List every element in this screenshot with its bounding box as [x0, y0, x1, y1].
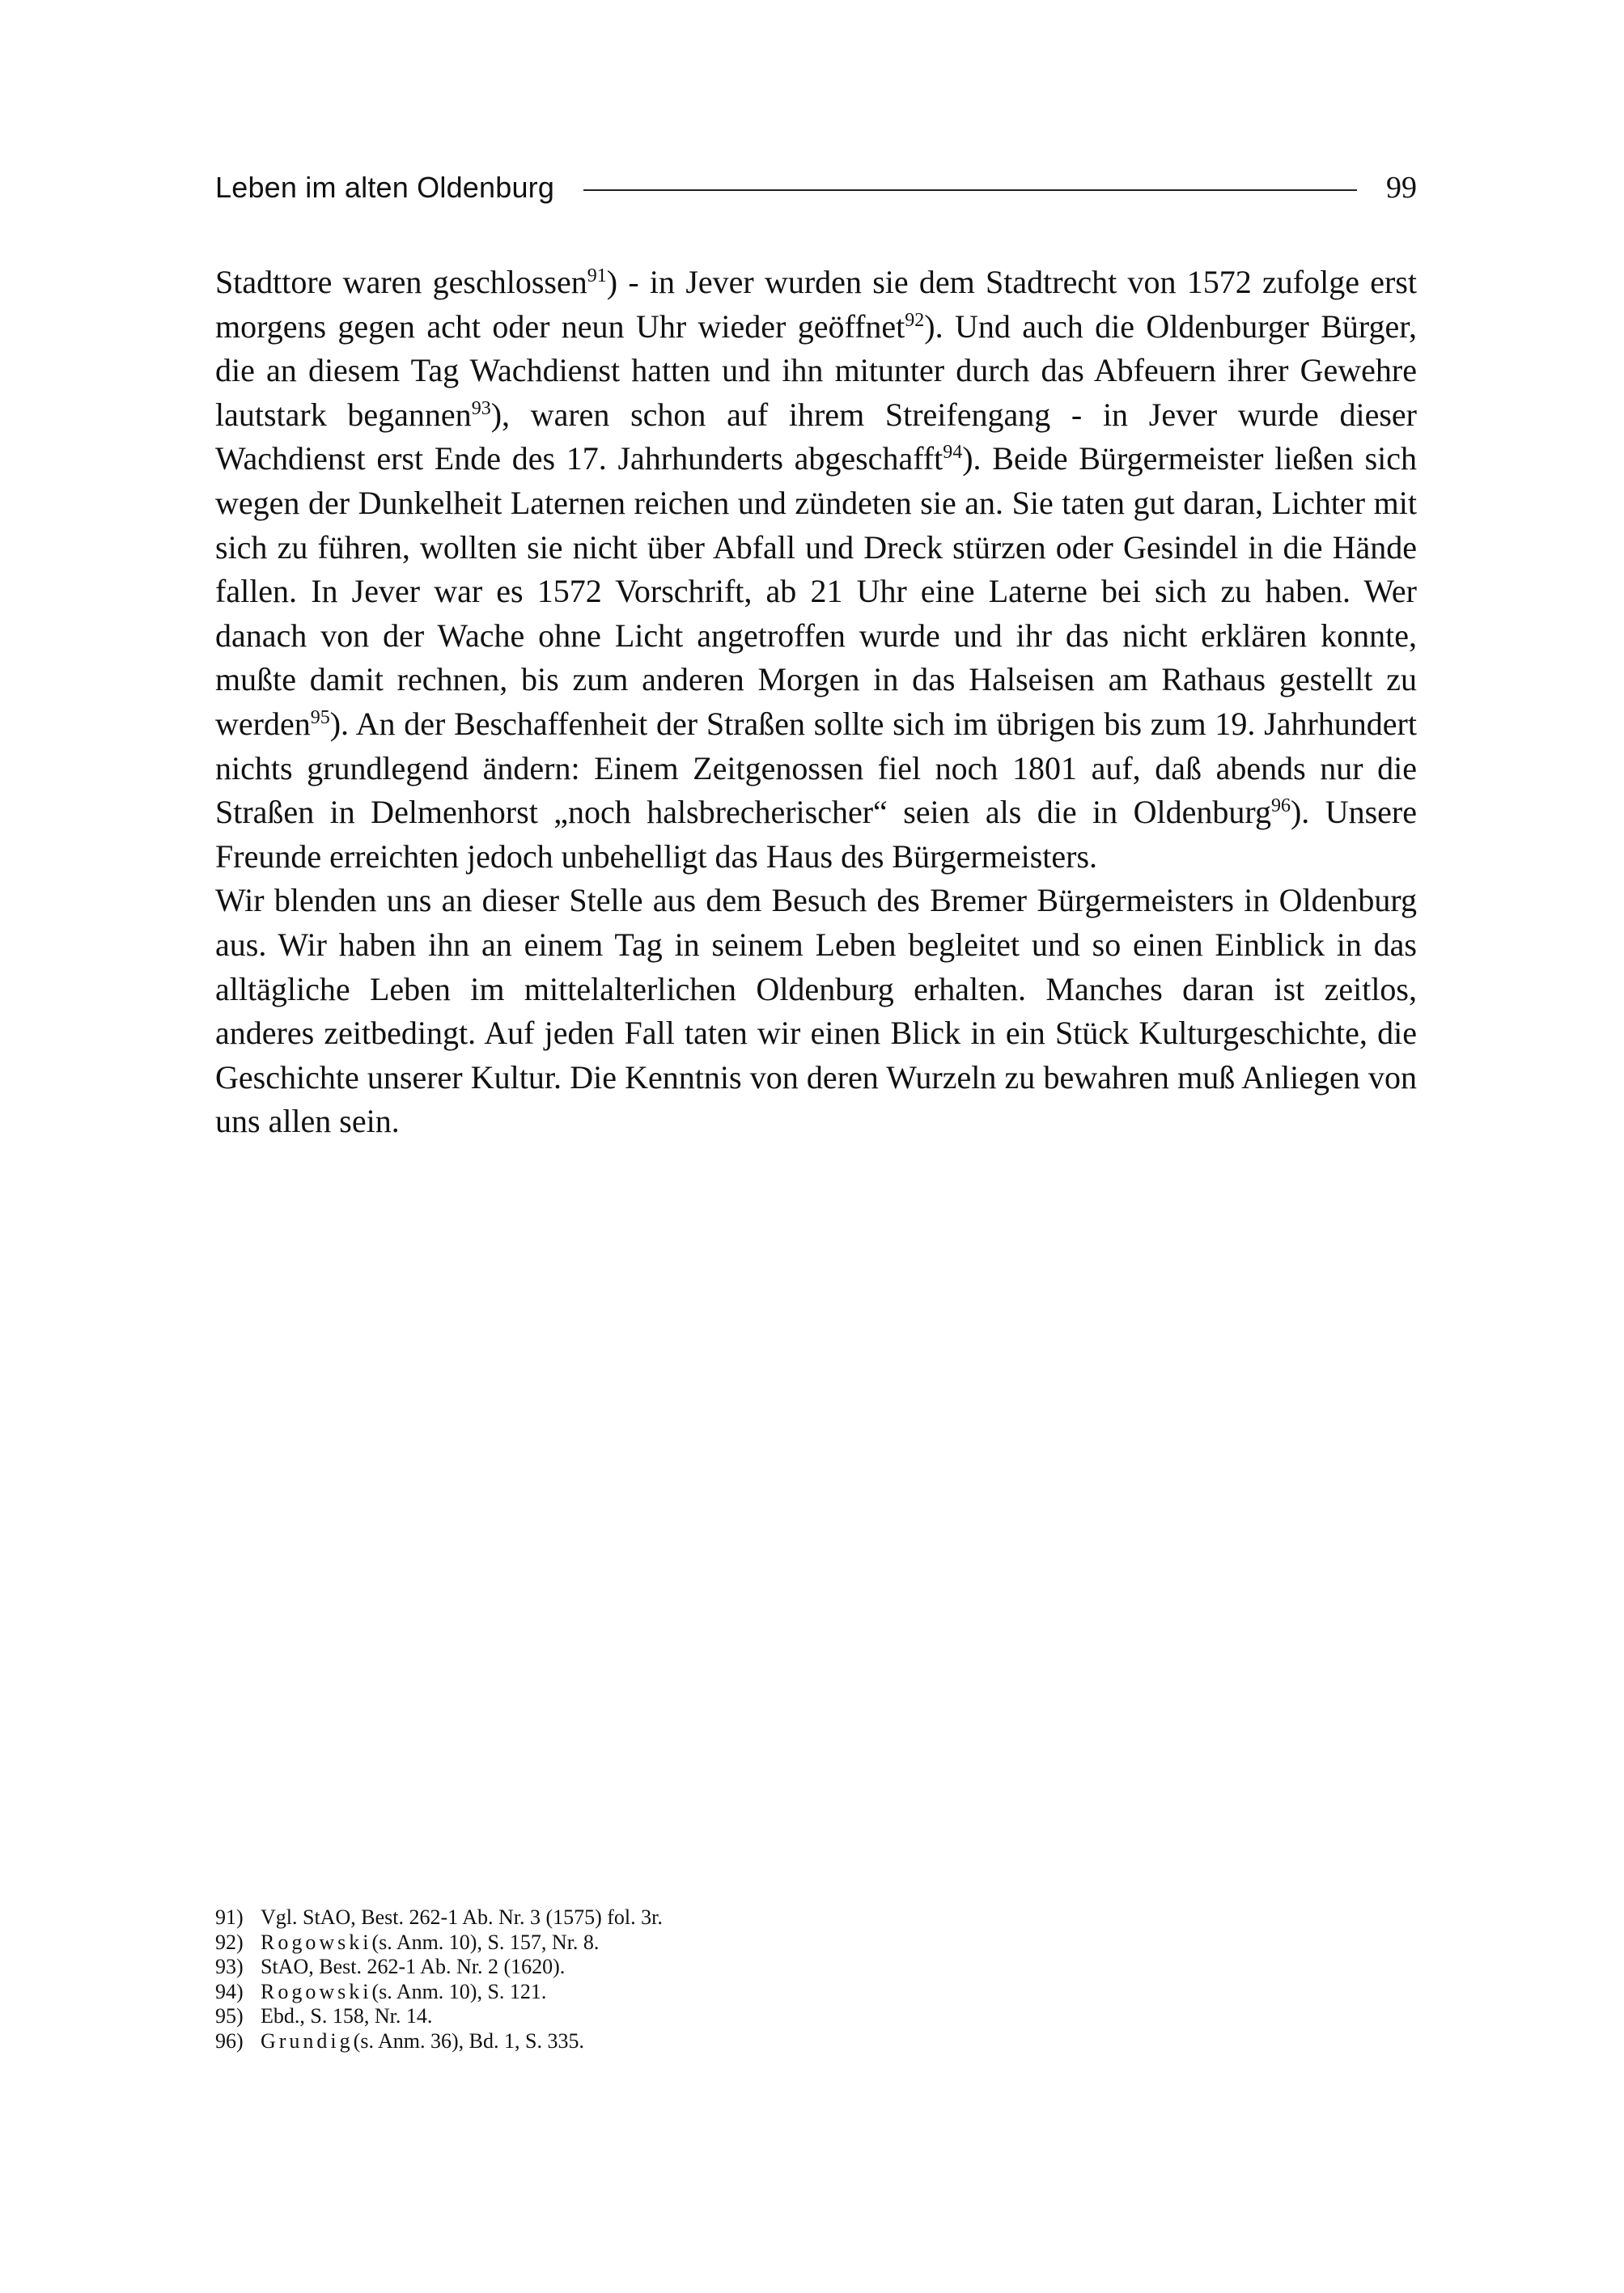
footnote-ref-94: 94	[943, 442, 963, 464]
footnote-text: StAO, Best. 262-1 Ab. Nr. 2 (1620).	[261, 1955, 566, 1978]
footnote-text: (s. Anm. 36), Bd. 1, S. 335.	[353, 2028, 584, 2053]
paragraph-2: Wir blenden uns an dieser Stelle aus dem Besuch des Bremer Bürgermeisters in Oldenburg aus. Wir haben ihn an einem Tag in seinem Leben begleitet und so einen Einblick in das alltägliche Leben im mittelalterlichen Oldenburg erhalten. Manches daran ist zeitlos, anderes zeitbedingt. Auf jeden Fall taten wir einen Blick in ein Stück Kulturgeschichte, die Geschichte unserer Kultur. Die Kenntnis von deren Wurzeln zu bewahren muß Anliegen von uns allen sein.	[215, 882, 1417, 1140]
footnote-author: Rogowski	[261, 1979, 372, 2003]
footnote-94	[215, 1980, 1417, 2005]
footnote-91	[215, 1905, 1417, 1931]
footnote-text: (s. Anm. 10), S. 121.	[371, 1979, 547, 2003]
text-run: Stadttore waren geschlossen	[215, 264, 587, 300]
header-rule	[583, 189, 1357, 191]
running-header	[215, 167, 1417, 209]
page-number: 99	[1386, 171, 1417, 205]
footnote-95	[215, 2004, 1417, 2029]
footnote-text: Vgl. StAO, Best. 262-1 Ab. Nr. 3 (1575) fol. 3r.	[261, 1905, 663, 1929]
footnote-ref-95: 95	[310, 706, 330, 728]
footnotes	[215, 1905, 1417, 2054]
footnote-text: (s. Anm. 10), S. 157, Nr. 8.	[371, 1930, 600, 1954]
footnote-author: Grundig	[261, 2028, 354, 2053]
footnote-93	[215, 1955, 1417, 1980]
footnote-96	[215, 2029, 1417, 2054]
footnote-number: 92)	[215, 1930, 244, 1954]
text-run: ). Beide Bürgermeister ließen sich wegen der Dunkelheit Laternen reichen und zündeten sie an. Sie taten gut daran, Lichter mit sich zu führen, wollten sie nicht über Abfall und Dreck stürzen oder Gesindel in die Hände fallen. In Jever war es 1572 Vorschrift, ab 21 Uhr eine Laterne bei sich zu haben. Wer danach von der Wache ohne Licht angetroffen wurde und ihr das nicht erklären konnte, mußte damit rechnen, bis zum anderen Morgen in das Halseisen am Rathaus gestellt zu werden	[215, 440, 1418, 742]
footnote-author: Rogowski	[261, 1930, 372, 1954]
main-text	[215, 261, 1417, 1144]
running-title: Leben im alten Oldenburg	[215, 171, 555, 204]
footnote-text: Ebd., S. 158, Nr. 14.	[261, 2004, 433, 2028]
text-run: ) - in Jever wurden sie dem Stadtrecht von 1572 zufolge erst morgens gegen acht oder neun Uhr wieder geöffnet	[215, 264, 1417, 345]
text-run: ). Unsere Freunde erreichten jedoch unbehelligt das Haus des Bürgermeisters.	[215, 794, 1417, 875]
text-run: ). Und auch die Oldenburger Bürger, die an diesem Tag Wachdienst hatten und ihn mitunter durch das Abfeuern ihrer Gewehre lautstark begannen	[215, 307, 1418, 433]
text-run: ). An der Beschaffenheit der Straßen sollte sich im übrigen bis zum 19. Jahrhundert nichts grundlegend ändern: Einem Zeitgenossen fiel noch 1801 auf, daß abends nur die Straßen in Delmenhorst „noch halsbrecherischer“ seien als die in Oldenburg	[215, 705, 1417, 831]
footnote-number: 96)	[215, 2028, 244, 2053]
footnote-number: 91)	[215, 1905, 244, 1929]
footnote-number: 95)	[215, 2004, 244, 2028]
footnote-92	[215, 1931, 1417, 1956]
footnote-ref-91: 91	[587, 265, 607, 286]
paragraph-1	[215, 261, 1417, 879]
footnote-ref-96: 96	[1270, 795, 1291, 817]
footnote-ref-92: 92	[905, 309, 925, 331]
footnote-number: 93)	[215, 1955, 244, 1978]
text-run: ), waren schon auf ihrem Streifengang - in Jever wurde dieser Wachdienst erst Ende des 17. Jahrhunderts abgeschafft	[215, 396, 1417, 477]
footnote-number: 94)	[215, 1979, 244, 2003]
footnote-ref-93: 93	[471, 397, 491, 419]
